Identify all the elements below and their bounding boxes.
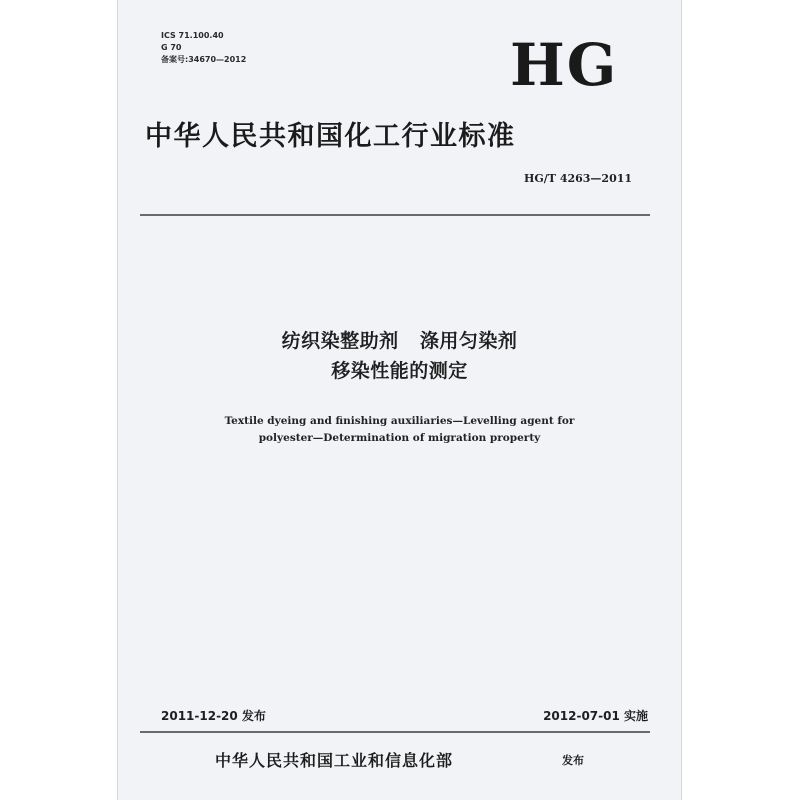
top-divider — [140, 214, 650, 216]
title-en-line1: Textile dyeing and finishing auxiliaries—Levelling agent for — [224, 415, 575, 427]
standard-cover — [117, 0, 682, 800]
publisher-suffix: 发布 — [562, 754, 584, 767]
implementation-date: 2012-07-01 实施 — [543, 709, 648, 723]
hg-logo: HG — [510, 31, 619, 99]
standard-title: 中华人民共和国化工行业标准 — [145, 121, 516, 152]
title-zh-line2: 移染性能的测定 — [331, 360, 468, 382]
ics-code: ICS 71.100.40 — [161, 31, 224, 40]
ccs-code: G 70 — [161, 43, 182, 52]
classification-block — [161, 30, 246, 66]
bottom-divider — [140, 731, 650, 733]
issue-date: 2011-12-20 发布 — [161, 709, 266, 723]
title-zh-line1: 纺织染整助剂 涤用匀染剂 — [281, 330, 518, 352]
standard-number: HG/T 4263—2011 — [524, 172, 633, 185]
title-en-line2: polyester—Determination of migration property — [258, 432, 541, 444]
filing-number: 备案号:34670—2012 — [161, 55, 247, 64]
publisher-name: 中华人民共和国工业和信息化部 — [215, 751, 454, 770]
